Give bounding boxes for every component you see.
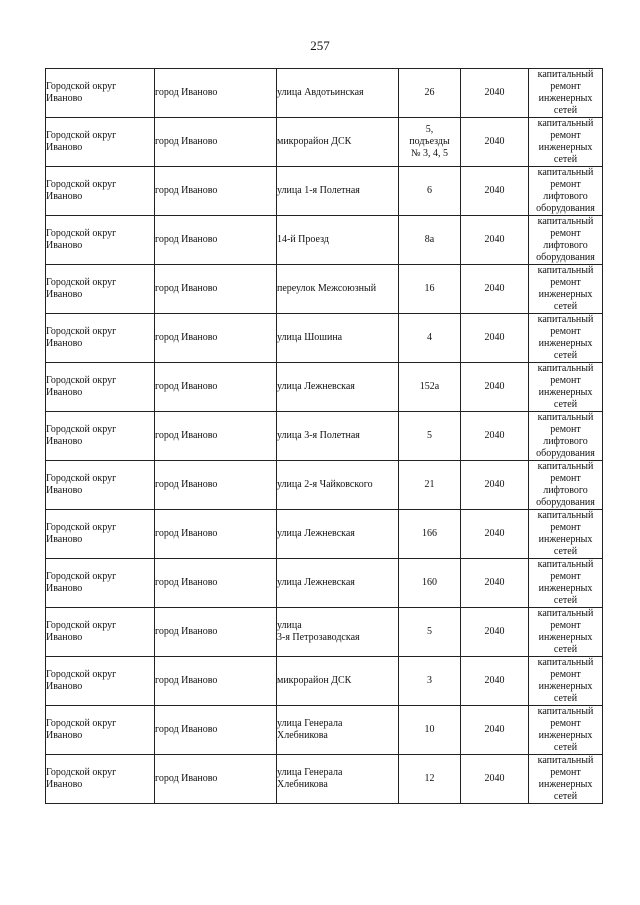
registry-table bbox=[45, 68, 603, 804]
city-text: город Иваново bbox=[155, 479, 218, 490]
district-text: Городской округ Иваново bbox=[46, 277, 117, 300]
street-cell bbox=[277, 608, 399, 657]
year-text: 2040 bbox=[484, 430, 505, 441]
house-number-cell bbox=[399, 510, 461, 559]
house-number-text: 12 bbox=[424, 773, 435, 784]
street-text: улица Авдотьинская bbox=[277, 87, 364, 98]
year-cell bbox=[461, 216, 529, 265]
registry-table-body bbox=[46, 69, 603, 804]
work-type-text: капитальный ремонт инженерных сетей bbox=[537, 69, 594, 116]
district-text: Городской округ Иваново bbox=[46, 473, 117, 496]
street-cell bbox=[277, 167, 399, 216]
year-text: 2040 bbox=[484, 528, 505, 539]
year-text: 2040 bbox=[484, 577, 505, 588]
work-type-cell bbox=[529, 167, 603, 216]
work-type-cell bbox=[529, 461, 603, 510]
year-text: 2040 bbox=[484, 724, 505, 735]
work-type-cell bbox=[529, 265, 603, 314]
page-number: 257 bbox=[310, 38, 330, 53]
work-type-cell bbox=[529, 363, 603, 412]
district-text: Городской округ Иваново bbox=[46, 767, 117, 790]
district-cell bbox=[46, 755, 155, 804]
house-number-cell bbox=[399, 706, 461, 755]
year-cell bbox=[461, 118, 529, 167]
city-text: город Иваново bbox=[155, 577, 218, 588]
work-type-cell bbox=[529, 559, 603, 608]
street-text: улица 3-я Полетная bbox=[277, 430, 360, 441]
work-type-cell bbox=[529, 657, 603, 706]
city-text: город Иваново bbox=[155, 234, 218, 245]
district-cell bbox=[46, 265, 155, 314]
street-text: улица Генерала Хлебникова bbox=[277, 767, 343, 790]
house-number-text: 4 bbox=[427, 332, 432, 343]
year-cell bbox=[461, 755, 529, 804]
house-number-text: 5 bbox=[427, 626, 432, 637]
street-cell bbox=[277, 559, 399, 608]
city-text: город Иваново bbox=[155, 332, 218, 343]
street-cell bbox=[277, 412, 399, 461]
district-text: Городской округ Иваново bbox=[46, 326, 117, 349]
year-cell bbox=[461, 559, 529, 608]
district-cell bbox=[46, 608, 155, 657]
house-number-cell bbox=[399, 265, 461, 314]
district-cell bbox=[46, 461, 155, 510]
year-text: 2040 bbox=[484, 87, 505, 98]
district-cell bbox=[46, 314, 155, 363]
street-cell bbox=[277, 657, 399, 706]
table-row bbox=[46, 706, 603, 755]
house-number-cell bbox=[399, 608, 461, 657]
city-cell bbox=[155, 118, 277, 167]
street-text: 14-й Проезд bbox=[277, 234, 329, 245]
city-cell bbox=[155, 608, 277, 657]
house-number-text: 21 bbox=[424, 479, 435, 490]
house-number-cell bbox=[399, 69, 461, 118]
work-type-text: капитальный ремонт инженерных сетей bbox=[537, 608, 594, 655]
house-number-cell bbox=[399, 559, 461, 608]
street-cell bbox=[277, 118, 399, 167]
district-cell bbox=[46, 216, 155, 265]
street-text: улица Лежневская bbox=[277, 381, 355, 392]
work-type-cell bbox=[529, 412, 603, 461]
work-type-text: капитальный ремонт лифтового оборудования bbox=[536, 461, 595, 508]
work-type-text: капитальный ремонт лифтового оборудования bbox=[536, 167, 595, 214]
table-row bbox=[46, 412, 603, 461]
city-text: город Иваново bbox=[155, 773, 218, 784]
table-row bbox=[46, 363, 603, 412]
table-row bbox=[46, 559, 603, 608]
district-cell bbox=[46, 412, 155, 461]
table-row bbox=[46, 461, 603, 510]
house-number-cell bbox=[399, 657, 461, 706]
house-number-cell bbox=[399, 412, 461, 461]
district-text: Городской округ Иваново bbox=[46, 669, 117, 692]
work-type-text: капитальный ремонт инженерных сетей bbox=[537, 118, 594, 165]
street-cell bbox=[277, 510, 399, 559]
house-number-cell bbox=[399, 167, 461, 216]
work-type-text: капитальный ремонт инженерных сетей bbox=[537, 265, 594, 312]
work-type-cell bbox=[529, 69, 603, 118]
year-text: 2040 bbox=[484, 626, 505, 637]
district-text: Городской округ Иваново bbox=[46, 522, 117, 545]
year-cell bbox=[461, 657, 529, 706]
house-number-text: 5, подъезды № 3, 4, 5 bbox=[409, 124, 450, 159]
city-cell bbox=[155, 755, 277, 804]
house-number-text: 26 bbox=[424, 87, 435, 98]
house-number-text: 166 bbox=[422, 528, 437, 539]
house-number-text: 10 bbox=[424, 724, 435, 735]
work-type-cell bbox=[529, 608, 603, 657]
year-text: 2040 bbox=[484, 479, 505, 490]
work-type-text: капитальный ремонт инженерных сетей bbox=[537, 510, 594, 557]
work-type-cell bbox=[529, 118, 603, 167]
city-text: город Иваново bbox=[155, 724, 218, 735]
city-text: город Иваново bbox=[155, 626, 218, 637]
table-row bbox=[46, 216, 603, 265]
city-cell bbox=[155, 461, 277, 510]
city-cell bbox=[155, 363, 277, 412]
city-text: город Иваново bbox=[155, 528, 218, 539]
work-type-text: капитальный ремонт инженерных сетей bbox=[537, 559, 594, 606]
year-cell bbox=[461, 510, 529, 559]
street-cell bbox=[277, 69, 399, 118]
work-type-text: капитальный ремонт инженерных сетей bbox=[537, 706, 594, 753]
city-text: город Иваново bbox=[155, 185, 218, 196]
year-cell bbox=[461, 608, 529, 657]
work-type-text: капитальный ремонт инженерных сетей bbox=[537, 363, 594, 410]
year-text: 2040 bbox=[484, 185, 505, 196]
district-text: Городской округ Иваново bbox=[46, 179, 117, 202]
street-cell bbox=[277, 314, 399, 363]
city-cell bbox=[155, 412, 277, 461]
table-row bbox=[46, 69, 603, 118]
district-text: Городской округ Иваново bbox=[46, 718, 117, 741]
street-cell bbox=[277, 216, 399, 265]
street-cell bbox=[277, 461, 399, 510]
work-type-text: капитальный ремонт инженерных сетей bbox=[537, 314, 594, 361]
city-text: город Иваново bbox=[155, 283, 218, 294]
district-cell bbox=[46, 118, 155, 167]
work-type-text: капитальный ремонт лифтового оборудования bbox=[536, 412, 595, 459]
year-text: 2040 bbox=[484, 234, 505, 245]
table-row bbox=[46, 265, 603, 314]
district-cell bbox=[46, 657, 155, 706]
table-row bbox=[46, 608, 603, 657]
street-text: улица Лежневская bbox=[277, 577, 355, 588]
city-cell bbox=[155, 706, 277, 755]
work-type-cell bbox=[529, 314, 603, 363]
house-number-text: 16 bbox=[424, 283, 435, 294]
house-number-cell bbox=[399, 216, 461, 265]
table-row bbox=[46, 314, 603, 363]
district-cell bbox=[46, 69, 155, 118]
work-type-text: капитальный ремонт инженерных сетей bbox=[537, 657, 594, 704]
city-text: город Иваново bbox=[155, 381, 218, 392]
year-cell bbox=[461, 69, 529, 118]
city-cell bbox=[155, 69, 277, 118]
district-text: Городской округ Иваново bbox=[46, 620, 117, 643]
house-number-cell bbox=[399, 118, 461, 167]
house-number-text: 5 bbox=[427, 430, 432, 441]
street-text: микрорайон ДСК bbox=[277, 136, 352, 147]
house-number-cell bbox=[399, 314, 461, 363]
district-cell bbox=[46, 363, 155, 412]
city-text: город Иваново bbox=[155, 675, 218, 686]
year-cell bbox=[461, 265, 529, 314]
year-cell bbox=[461, 461, 529, 510]
year-text: 2040 bbox=[484, 675, 505, 686]
city-cell bbox=[155, 314, 277, 363]
table-row bbox=[46, 167, 603, 216]
table-row bbox=[46, 510, 603, 559]
year-text: 2040 bbox=[484, 136, 505, 147]
district-text: Городской округ Иваново bbox=[46, 228, 117, 251]
district-cell bbox=[46, 559, 155, 608]
street-text: улица Лежневская bbox=[277, 528, 355, 539]
house-number-cell bbox=[399, 461, 461, 510]
year-cell bbox=[461, 412, 529, 461]
street-text: улица 1-я Полетная bbox=[277, 185, 360, 196]
district-text: Городской округ Иваново bbox=[46, 375, 117, 398]
table-row bbox=[46, 657, 603, 706]
street-cell bbox=[277, 706, 399, 755]
work-type-cell bbox=[529, 216, 603, 265]
street-text: улица 3-я Петрозаводская bbox=[277, 620, 360, 643]
year-text: 2040 bbox=[484, 283, 505, 294]
year-text: 2040 bbox=[484, 381, 505, 392]
house-number-cell bbox=[399, 755, 461, 804]
street-cell bbox=[277, 265, 399, 314]
table-row bbox=[46, 755, 603, 804]
work-type-cell bbox=[529, 706, 603, 755]
district-cell bbox=[46, 706, 155, 755]
year-cell bbox=[461, 314, 529, 363]
year-cell bbox=[461, 706, 529, 755]
street-cell bbox=[277, 755, 399, 804]
city-text: город Иваново bbox=[155, 87, 218, 98]
street-cell bbox=[277, 363, 399, 412]
district-text: Городской округ Иваново bbox=[46, 571, 117, 594]
street-text: улица Шошина bbox=[277, 332, 343, 343]
house-number-text: 3 bbox=[427, 675, 432, 686]
house-number-text: 8а bbox=[424, 234, 435, 245]
house-number-text: 6 bbox=[427, 185, 432, 196]
city-cell bbox=[155, 167, 277, 216]
district-cell bbox=[46, 510, 155, 559]
city-cell bbox=[155, 216, 277, 265]
house-number-cell bbox=[399, 363, 461, 412]
city-cell bbox=[155, 657, 277, 706]
district-text: Городской округ Иваново bbox=[46, 424, 117, 447]
district-text: Городской округ Иваново bbox=[46, 130, 117, 153]
year-text: 2040 bbox=[484, 332, 505, 343]
house-number-text: 160 bbox=[422, 577, 437, 588]
work-type-text: капитальный ремонт лифтового оборудования bbox=[536, 216, 595, 263]
year-cell bbox=[461, 167, 529, 216]
street-text: переулок Межсоюзный bbox=[277, 283, 377, 294]
street-text: улица 2-я Чайковского bbox=[277, 479, 373, 490]
work-type-cell bbox=[529, 510, 603, 559]
city-text: город Иваново bbox=[155, 136, 218, 147]
work-type-text: капитальный ремонт инженерных сетей bbox=[537, 755, 594, 802]
year-cell bbox=[461, 363, 529, 412]
district-text: Городской округ Иваново bbox=[46, 81, 117, 104]
city-text: город Иваново bbox=[155, 430, 218, 441]
city-cell bbox=[155, 559, 277, 608]
city-cell bbox=[155, 510, 277, 559]
house-number-text: 152а bbox=[419, 381, 440, 392]
street-text: микрорайон ДСК bbox=[277, 675, 352, 686]
street-text: улица Генерала Хлебникова bbox=[277, 718, 343, 741]
year-text: 2040 bbox=[484, 773, 505, 784]
work-type-cell bbox=[529, 755, 603, 804]
district-cell bbox=[46, 167, 155, 216]
city-cell bbox=[155, 265, 277, 314]
table-row bbox=[46, 118, 603, 167]
